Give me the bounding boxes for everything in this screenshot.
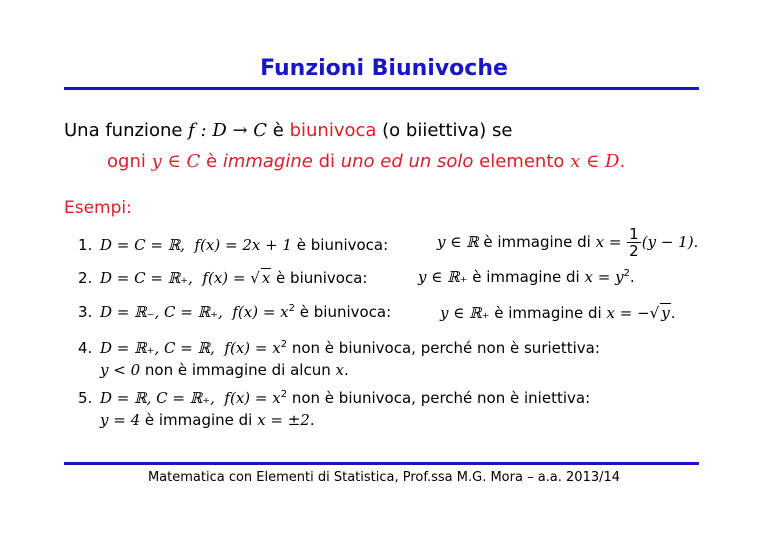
example-number: 5. xyxy=(78,389,93,407)
ex4-domain: D = ℝ₊, C = ℝ, xyxy=(100,339,215,357)
example-4-line-1 xyxy=(78,339,600,357)
def-text-c: (o biiettiva) se xyxy=(376,120,513,141)
footer-text: Matematica con Elementi di Statistica, Prof.ssa M.G. Mora – a.a. 2013/14 xyxy=(147,470,621,485)
definition-line-1 xyxy=(64,120,512,141)
ex5-domain: D = ℝ, C = ℝ₊, xyxy=(100,389,215,407)
ex5-text: non è biunivoca, perché non è iniettiva: xyxy=(287,389,591,407)
def-function-map: f : D → C xyxy=(188,120,268,141)
example-number: 2. xyxy=(78,269,93,287)
ex4-l2-end: . xyxy=(343,361,349,379)
example-3-right xyxy=(440,303,675,322)
ex1-rhs-x: x = xyxy=(595,233,627,251)
ex5-l2-end: . xyxy=(309,411,315,429)
ex1-frac-num: 1 xyxy=(629,225,639,243)
top-rule xyxy=(64,87,699,90)
def-text-b: è xyxy=(267,120,290,141)
ex3-rhs-a: y ∈ ℝ₊ xyxy=(440,304,490,322)
ex3-is-biunivoca: è biunivoca: xyxy=(295,303,392,321)
def2-di: di xyxy=(312,151,341,172)
example-5-line-2 xyxy=(100,411,315,429)
ex1-is-biunivoca: è biunivoca: xyxy=(291,236,389,254)
examples-heading: Esempi: xyxy=(64,198,132,218)
ex5-l2-math: y = 4 xyxy=(100,411,141,429)
def2-ogni: ogni xyxy=(107,151,152,172)
ex3-sqrt-arg: y xyxy=(661,304,670,322)
slide-title: Funzioni Biunivoche xyxy=(260,56,508,81)
bottom-rule xyxy=(64,462,699,465)
ex1-rhs-b: è immagine di xyxy=(478,233,596,251)
ex2-rhs-b: è immagine di xyxy=(467,268,585,286)
ex2-is-biunivoca: è biunivoca: xyxy=(271,269,368,287)
ex1-fraction xyxy=(627,226,641,259)
def2-y-in-c: y ∈ C xyxy=(151,151,201,172)
def2-e: è xyxy=(200,151,223,172)
ex2-rhs-exp: 2 xyxy=(623,268,630,279)
ex3-function: f(x) = x xyxy=(232,303,289,321)
ex1-rhs-c: (y − 1). xyxy=(641,233,699,251)
example-2-right xyxy=(418,268,635,286)
ex2-domain: D = C = ℝ₊, xyxy=(100,269,193,287)
example-1-right xyxy=(437,226,698,259)
def-term-biunivoca: biunivoca xyxy=(289,120,377,141)
ex3-rhs-x: x = − xyxy=(606,304,650,322)
ex3-rhs-end: . xyxy=(670,304,676,322)
ex3-domain: D = ℝ₋, C = ℝ₊, xyxy=(100,303,223,321)
sqrt-symbol: √ y xyxy=(649,304,670,322)
ex3-rhs-b: è immagine di xyxy=(489,304,607,322)
ex5-l2-text: è immagine di xyxy=(140,411,258,429)
example-number: 1. xyxy=(78,236,93,254)
example-5-line-1 xyxy=(78,389,590,407)
ex4-function: f(x) = x xyxy=(224,339,281,357)
def2-immagine: immagine xyxy=(222,151,313,172)
ex2-sqrt-arg: x xyxy=(261,269,271,287)
ex1-function: f(x) = 2x + 1 xyxy=(194,236,292,254)
ex1-domain: D = C = ℝ, xyxy=(100,236,185,254)
def-text-a: Una funzione xyxy=(64,120,189,141)
example-1-left xyxy=(78,236,388,254)
ex4-exp: 2 xyxy=(280,339,288,350)
ex4-text: non è biunivoca, perché non è suriettiva: xyxy=(287,339,600,357)
example-2-left xyxy=(78,268,367,287)
def2-elemento: elemento xyxy=(473,151,571,172)
ex2-function: f(x) = xyxy=(202,269,251,287)
sqrt-symbol: √ x xyxy=(250,269,271,287)
ex4-l2-text: non è immagine di alcun xyxy=(140,361,336,379)
ex1-rhs-a: y ∈ ℝ xyxy=(437,233,479,251)
definition-line-2 xyxy=(107,151,625,172)
ex5-function: f(x) = x xyxy=(224,389,281,407)
ex2-rhs-a: y ∈ ℝ₊ xyxy=(418,268,468,286)
ex3-exp: 2 xyxy=(288,303,295,314)
example-3-left xyxy=(78,303,391,321)
ex5-exp: 2 xyxy=(280,389,288,400)
ex4-l2-math: y < 0 xyxy=(100,361,141,379)
example-4-line-2 xyxy=(100,361,349,379)
def2-dot: . xyxy=(619,151,626,172)
ex2-rhs-end: . xyxy=(629,268,635,286)
ex5-l2-x: x = ±2 xyxy=(257,411,310,429)
example-number: 3. xyxy=(78,303,93,321)
ex4-l2-x: x xyxy=(335,361,344,379)
def2-uno-solo: uno ed un solo xyxy=(340,151,474,172)
example-number: 4. xyxy=(78,339,93,357)
ex1-frac-den: 2 xyxy=(629,242,639,260)
ex2-rhs-x: x = y xyxy=(584,268,624,286)
def2-x-in-d: x ∈ D xyxy=(570,151,620,172)
